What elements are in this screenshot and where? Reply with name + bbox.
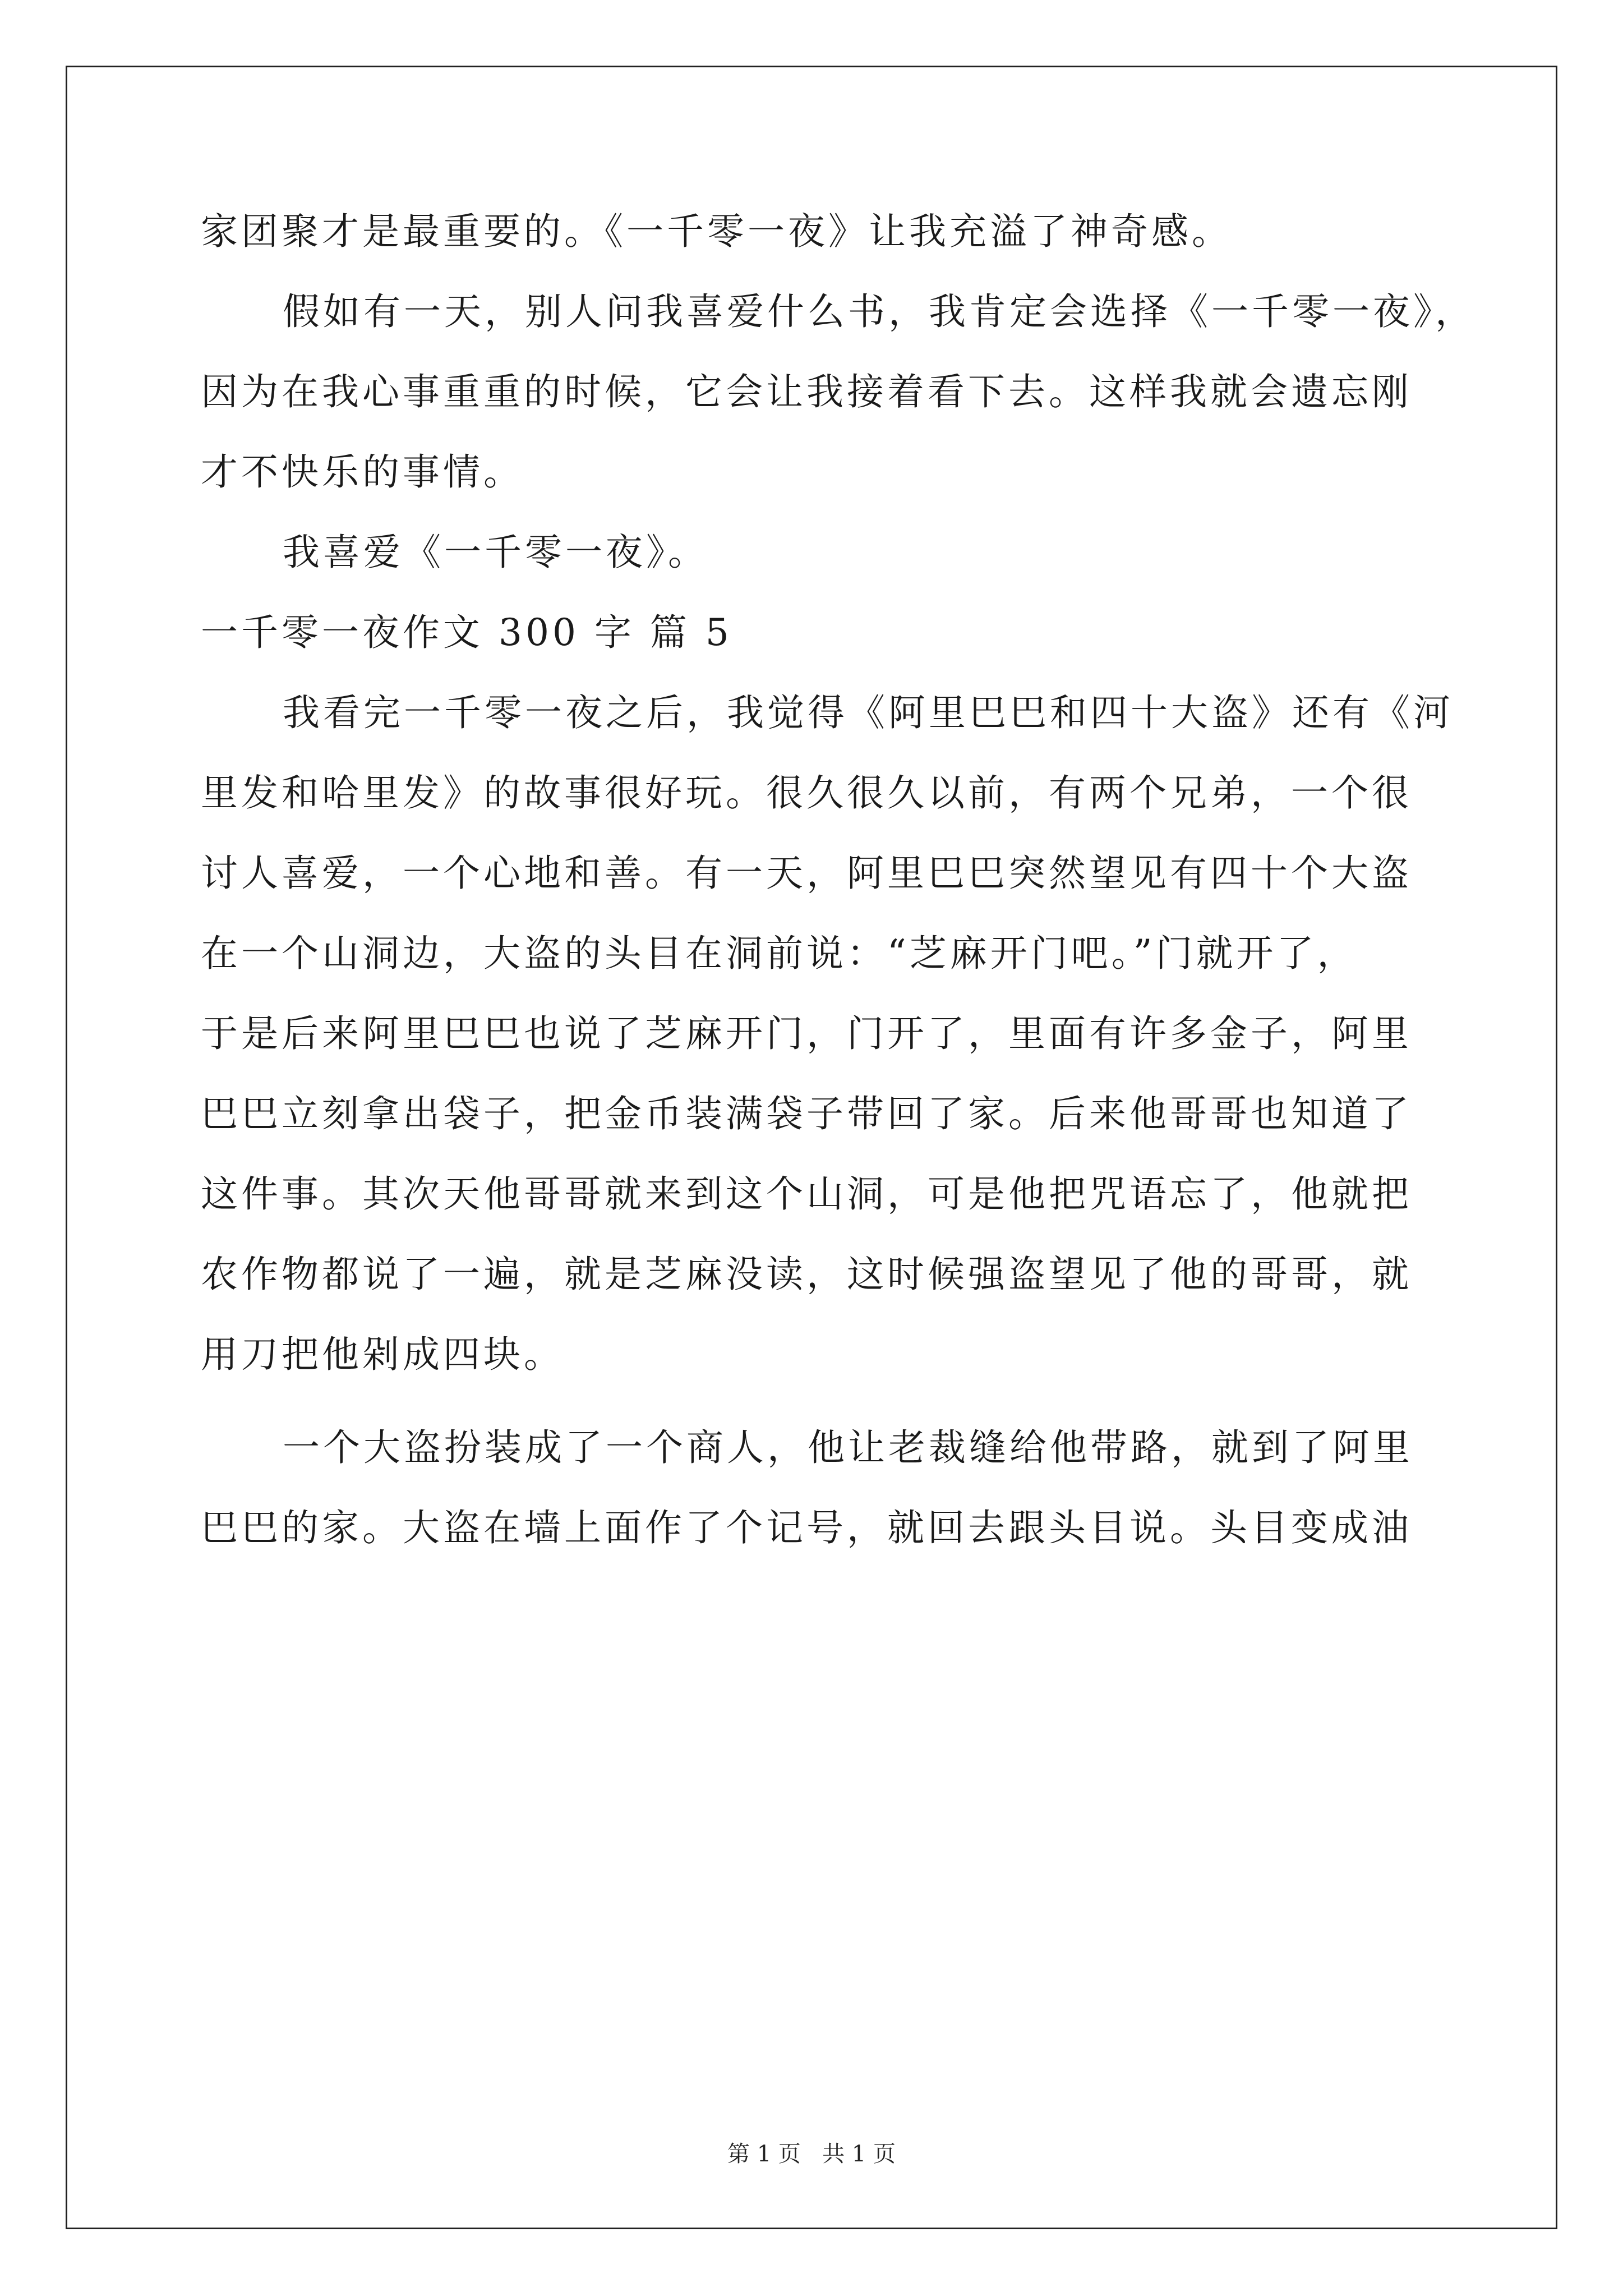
section-heading: 一千零一夜作文 300 字 篇 5 — [201, 611, 732, 654]
text-line: 这件事。其次天他哥哥就来到这个山洞，可是他把咒语忘了，他就把 — [201, 1172, 1412, 1216]
paragraph-line-indented: 我喜爱《一千零一夜》。 — [283, 531, 708, 574]
paragraph-line-indented: 我看完一千零一夜之后，我觉得《阿里巴巴和四十大盗》还有《河 — [283, 691, 1454, 734]
text-line: 讨人喜爱，一个心地和善。有一天，阿里巴巴突然望见有四十个大盗 — [201, 852, 1412, 895]
page-number-footer: 第 1 页 共 1 页 — [727, 2141, 896, 2167]
paragraph-line-indented: 一个大盗扮装成了一个商人，他让老裁缝给他带路，就到了阿里 — [283, 1426, 1413, 1469]
text-line: 巴巴的家。大盗在墙上面作了个记号，就回去跟头目说。头目变成油 — [201, 1506, 1412, 1549]
text-line: 用刀把他剁成四块。 — [201, 1333, 564, 1376]
text-line: 里发和哈里发》的故事很好玩。很久很久以前，有两个兄弟，一个很 — [201, 771, 1412, 815]
text-line: 才不快乐的事情。 — [201, 450, 524, 494]
paragraph-line-indented: 假如有一天，别人问我喜爱什么书，我肯定会选择《一千零一夜》， — [283, 290, 1476, 333]
text-line: 巴巴立刻拿出袋子，把金币装满袋子带回了家。后来他哥哥也知道了 — [201, 1092, 1412, 1135]
text-line: 在一个山洞边，大盗的头目在洞前说：“芝麻开门吧。”门就开了， — [201, 932, 1358, 975]
text-line: 农作物都说了一遍，就是芝麻没读，这时候强盗望见了他的哥哥，就 — [201, 1253, 1412, 1296]
text-line: 因为在我心事重重的时候，它会让我接着看下去。这样我就会遗忘刚 — [201, 370, 1412, 413]
text-line: 于是后来阿里巴巴也说了芝麻开门，门开了，里面有许多金子，阿里 — [201, 1012, 1412, 1055]
text-line: 家团聚才是最重要的。《一千零一夜》让我充溢了神奇感。 — [201, 210, 1232, 253]
